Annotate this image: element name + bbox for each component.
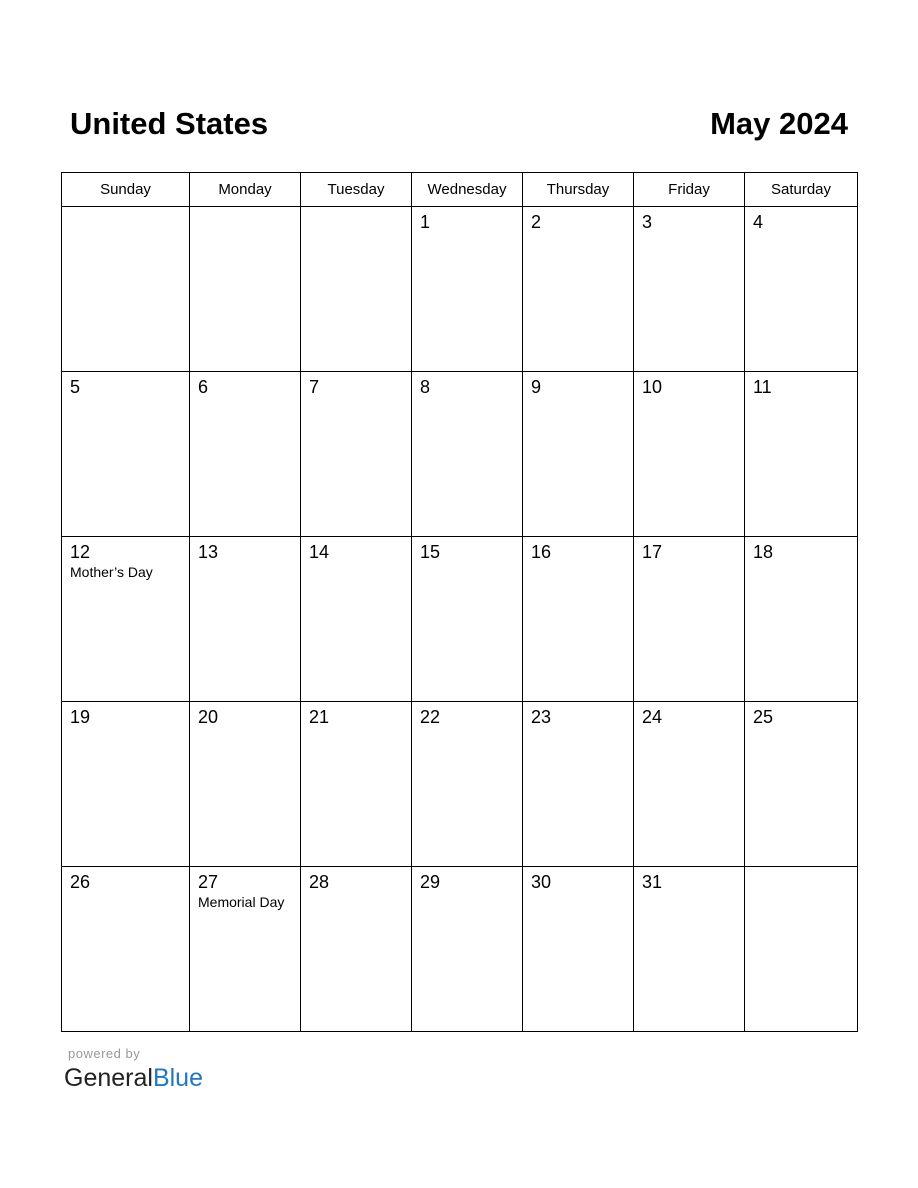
day-cell <box>523 702 634 867</box>
day-number <box>309 211 403 233</box>
day-cell <box>190 372 301 537</box>
brand-logo <box>64 1062 203 1094</box>
day-cell <box>412 702 523 867</box>
day-number: 22 <box>420 707 441 727</box>
day-cell <box>412 867 523 1032</box>
day-cell <box>301 702 412 867</box>
powered-by-text: powered by <box>68 1046 141 1061</box>
country-title: United States <box>70 106 269 141</box>
day-number: 8 <box>420 377 431 397</box>
day-cell <box>634 702 745 867</box>
weekday-header-row <box>62 173 858 207</box>
day-cell <box>412 207 523 372</box>
day-cell <box>412 372 523 537</box>
day-cell <box>634 537 745 702</box>
day-number: 16 <box>531 542 552 562</box>
day-cell <box>523 867 634 1032</box>
day-number: 2 <box>531 212 542 232</box>
week-row <box>62 372 858 537</box>
day-number <box>198 211 292 233</box>
day-cell <box>190 702 301 867</box>
day-cell <box>745 867 858 1032</box>
day-number: 28 <box>309 872 330 892</box>
month-year-title: May 2024 <box>710 106 848 141</box>
day-cell <box>62 207 190 372</box>
day-number: 1 <box>420 212 431 232</box>
day-number: 15 <box>420 542 441 562</box>
day-cell <box>301 537 412 702</box>
week-row <box>62 867 858 1032</box>
weekday-header-friday: Friday <box>634 173 745 207</box>
week-row <box>62 207 858 372</box>
day-number: 9 <box>531 377 542 397</box>
day-number: 27 <box>198 872 219 892</box>
day-cell <box>301 207 412 372</box>
weekday-header-saturday: Saturday <box>745 173 858 207</box>
day-number: 5 <box>70 377 81 397</box>
day-cell <box>190 537 301 702</box>
calendar-grid <box>61 172 858 1032</box>
day-cell <box>634 207 745 372</box>
brand-name-part2: Blue <box>152 1064 203 1092</box>
holiday-label: Memorial Day <box>198 894 285 910</box>
day-number: 11 <box>753 377 772 397</box>
day-number: 13 <box>198 542 219 562</box>
day-cell <box>62 372 190 537</box>
brand-name-part1: General <box>64 1064 153 1092</box>
week-row <box>62 702 858 867</box>
day-number: 20 <box>198 707 219 727</box>
day-number: 18 <box>753 542 774 562</box>
day-number: 24 <box>642 707 663 727</box>
day-cell <box>412 537 523 702</box>
day-number: 3 <box>642 212 653 232</box>
day-number: 19 <box>70 707 91 727</box>
day-number: 6 <box>198 377 209 397</box>
day-number: 30 <box>531 872 552 892</box>
day-number: 25 <box>753 707 774 727</box>
weekday-header-monday: Monday <box>190 173 301 207</box>
day-cell <box>190 867 301 1032</box>
day-cell <box>190 207 301 372</box>
day-number: 17 <box>642 542 663 562</box>
week-row <box>62 537 858 702</box>
day-cell <box>745 702 858 867</box>
day-number: 7 <box>309 377 320 397</box>
day-cell <box>634 372 745 537</box>
day-cell <box>62 867 190 1032</box>
day-number: 12 <box>70 542 91 562</box>
day-number: 14 <box>309 542 330 562</box>
weekday-header-sunday: Sunday <box>62 173 190 207</box>
weekday-header-wednesday: Wednesday <box>412 173 523 207</box>
day-cell <box>634 867 745 1032</box>
day-cell <box>523 537 634 702</box>
day-cell <box>301 372 412 537</box>
day-number: 10 <box>642 377 663 397</box>
weekday-header-thursday: Thursday <box>523 173 634 207</box>
footer-branding <box>64 1046 203 1094</box>
day-number: 21 <box>309 707 330 727</box>
day-number: 23 <box>531 707 552 727</box>
day-number: 31 <box>642 872 663 892</box>
day-number <box>753 871 849 893</box>
holiday-label: Mother’s Day <box>70 564 153 580</box>
day-cell <box>523 207 634 372</box>
weekday-header-tuesday: Tuesday <box>301 173 412 207</box>
day-number: 4 <box>753 212 764 232</box>
day-cell <box>745 207 858 372</box>
day-cell <box>745 537 858 702</box>
day-cell <box>62 702 190 867</box>
day-cell <box>745 372 858 537</box>
day-number <box>70 211 181 233</box>
day-cell <box>523 372 634 537</box>
day-cell <box>301 867 412 1032</box>
day-cell <box>62 537 190 702</box>
day-number: 29 <box>420 872 441 892</box>
day-number: 26 <box>70 872 91 892</box>
